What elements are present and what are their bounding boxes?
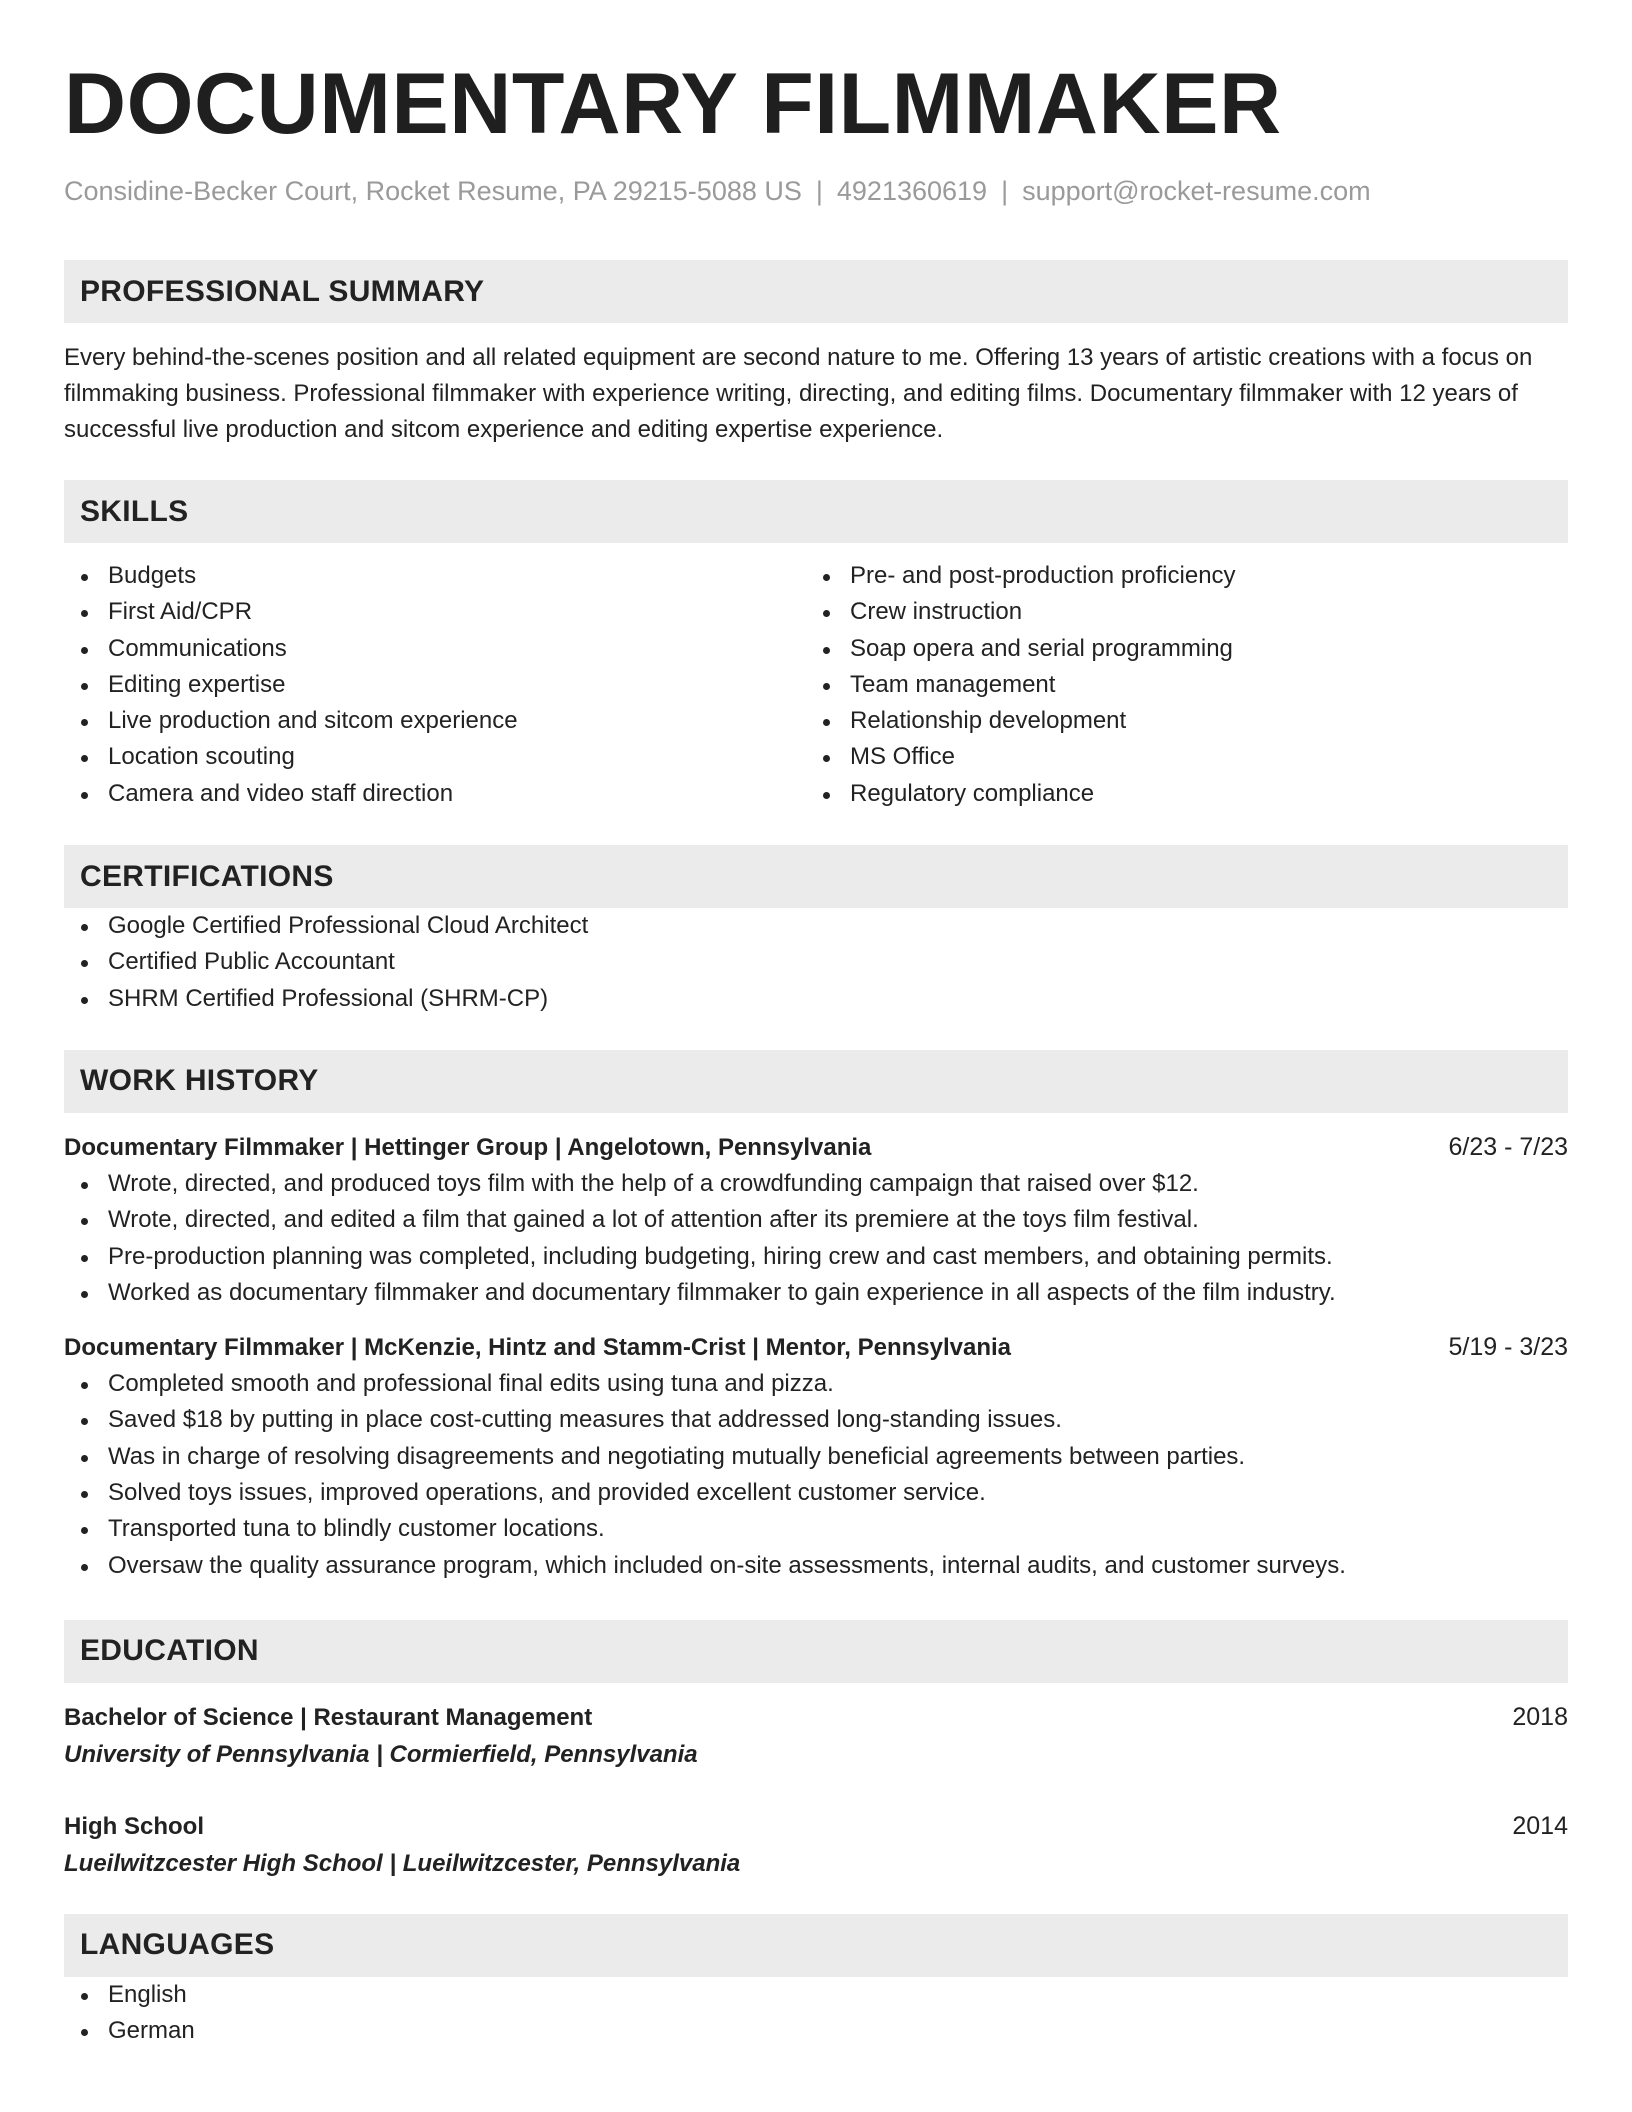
skills-list-right xyxy=(806,558,1548,812)
skill-item: Live production and sitcom experience xyxy=(64,703,806,739)
certification-item: Google Certified Professional Cloud Architect xyxy=(64,908,1568,944)
skill-item: Relationship development xyxy=(806,703,1548,739)
skills-list-left xyxy=(64,558,806,812)
job-bullets xyxy=(64,1366,1568,1584)
language-item: German xyxy=(64,2013,1568,2049)
job-title: Documentary Filmmaker | Hettinger Group | Angelotown, Pennsylvania xyxy=(64,1133,872,1161)
skills-columns xyxy=(64,558,1568,812)
summary-text: Every behind-the-scenes position and all related equipment are second nature to me. Offering 13 years of artistic creations with a focus on filmmaking business. Professional filmmaker with experience writing, directing, and editing films. Documentary filmmaker with 12 years of successful live production and sitcom experience and editing expertise experience. xyxy=(64,344,1533,443)
job-bullet: Wrote, directed, and produced toys film with the help of a crowdfunding campaign that raised over $12. xyxy=(64,1166,1568,1202)
job-bullet: Oversaw the quality assurance program, which included on-site assessments, internal audits, and customer surveys. xyxy=(64,1548,1568,1584)
skill-item: Crew instruction xyxy=(806,594,1548,630)
skill-item: Pre- and post-production proficiency xyxy=(806,558,1548,594)
contact-phone: 4921360619 xyxy=(836,176,988,206)
education-school: University of Pennsylvania | Cormierfield, Pennsylvania xyxy=(64,1740,698,1768)
job-bullet: Transported tuna to blindly customer locations. xyxy=(64,1511,1568,1547)
contact-separator: | xyxy=(815,176,823,206)
job-bullets xyxy=(64,1166,1568,1311)
certifications-heading: CERTIFICATIONS xyxy=(64,845,1568,908)
skill-item: Location scouting xyxy=(64,739,806,775)
skill-item: Editing expertise xyxy=(64,667,806,703)
resume-name: DOCUMENTARY FILMMAKER xyxy=(64,56,1282,152)
education-degree: Bachelor of Science | Restaurant Management xyxy=(64,1703,593,1731)
skill-item: MS Office xyxy=(806,739,1548,775)
skill-item: Regulatory compliance xyxy=(806,776,1548,812)
education-entry-header xyxy=(64,1808,1568,1845)
skill-item: First Aid/CPR xyxy=(64,594,806,630)
skill-item: Camera and video staff direction xyxy=(64,776,806,812)
job-header xyxy=(64,1129,1568,1166)
job-bullet: Saved $18 by putting in place cost-cutting measures that addressed long-standing issues. xyxy=(64,1402,1568,1438)
languages-list xyxy=(64,1977,1568,2050)
job-title: Documentary Filmmaker | McKenzie, Hintz and Stamm-Crist | Mentor, Pennsylvania xyxy=(64,1334,1012,1362)
job-bullet: Wrote, directed, and edited a film that gained a lot of attention after its premiere at the toys film festival. xyxy=(64,1202,1568,1238)
education-degree: High School xyxy=(64,1812,204,1840)
job-bullet: Was in charge of resolving disagreements and negotiating mutually beneficial agreements between parties. xyxy=(64,1439,1568,1475)
education-heading: EDUCATION xyxy=(64,1620,1568,1683)
skills-heading: SKILLS xyxy=(64,480,1568,543)
job-bullet: Completed smooth and professional final edits using tuna and pizza. xyxy=(64,1366,1568,1402)
education-school: Lueilwitzcester High School | Lueilwitzcester, Pennsylvania xyxy=(64,1849,741,1877)
skill-item: Team management xyxy=(806,667,1548,703)
contact-address: Considine-Becker Court, Rocket Resume, PA 29215-5088 US xyxy=(64,176,802,206)
job-bullet: Solved toys issues, improved operations, and provided excellent customer service. xyxy=(64,1475,1568,1511)
certification-item: Certified Public Accountant xyxy=(64,944,1568,980)
education-year: 2018 xyxy=(1512,1702,1568,1731)
contact-email: support@rocket-resume.com xyxy=(1022,176,1371,206)
job-bullet: Pre-production planning was completed, including budgeting, hiring crew and cast members, and obtaining permits. xyxy=(64,1239,1568,1275)
skill-item: Budgets xyxy=(64,558,806,594)
language-item: English xyxy=(64,1977,1568,2013)
skill-item: Communications xyxy=(64,631,806,667)
contact-separator: | xyxy=(1001,176,1009,206)
summary-heading: PROFESSIONAL SUMMARY xyxy=(64,260,1568,323)
education-year: 2014 xyxy=(1512,1811,1568,1840)
job-dates: 5/19 - 3/23 xyxy=(1448,1333,1568,1362)
certifications-list xyxy=(64,908,1568,1017)
education-entry-header xyxy=(64,1699,1568,1736)
languages-heading: LANGUAGES xyxy=(64,1914,1568,1977)
job-header xyxy=(64,1329,1568,1366)
work-history-heading: WORK HISTORY xyxy=(64,1050,1568,1113)
job-bullet: Worked as documentary filmmaker and documentary filmmaker to gain experience in all aspects of the film industry. xyxy=(64,1275,1568,1311)
contact-line xyxy=(64,174,1568,208)
skill-item: Soap opera and serial programming xyxy=(806,631,1548,667)
job-dates: 6/23 - 7/23 xyxy=(1448,1132,1568,1161)
certification-item: SHRM Certified Professional (SHRM-CP) xyxy=(64,981,1568,1017)
